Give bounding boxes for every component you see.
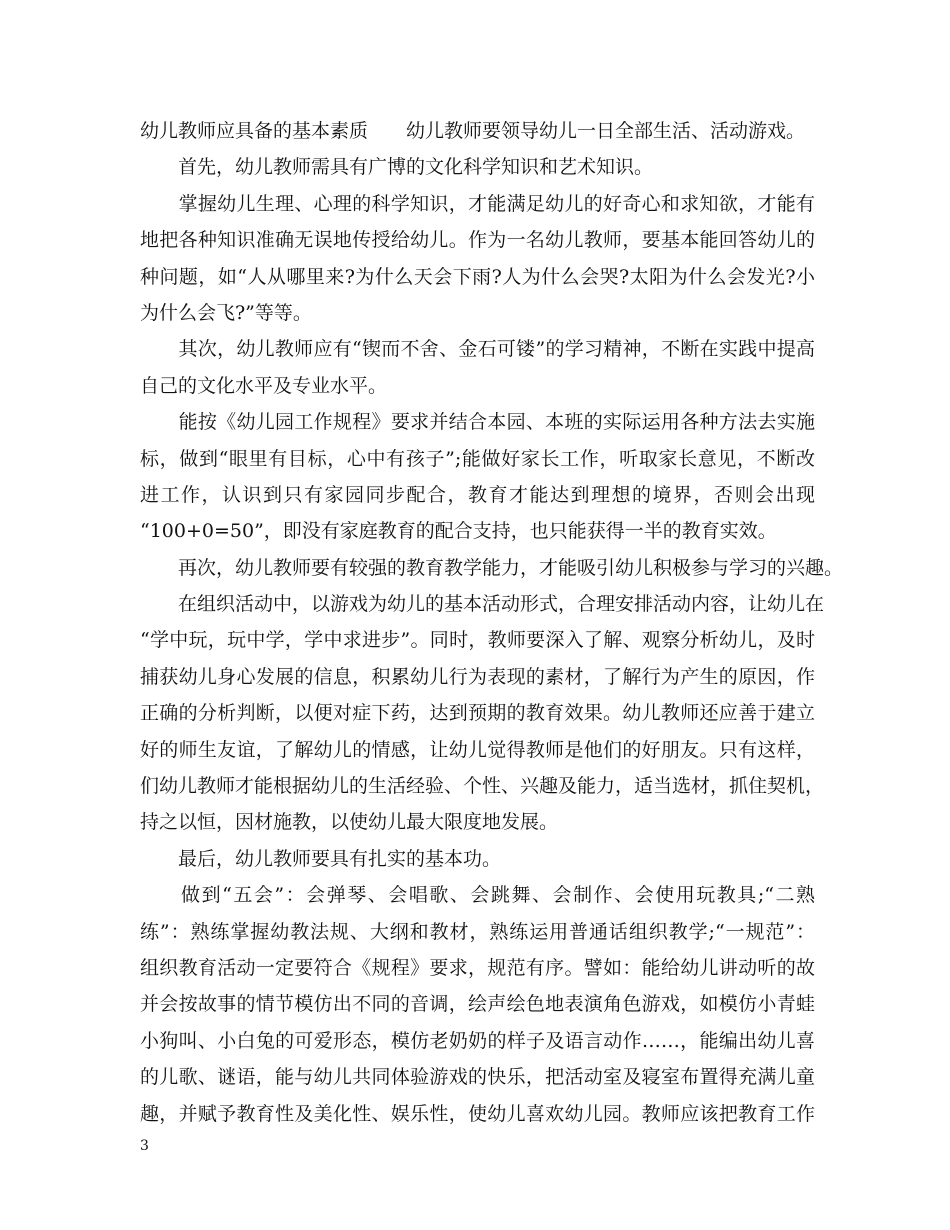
text-line: 好的师生友谊，了解幼儿的情感，让幼儿觉得教师是他们的好朋友。只有这样，: [140, 738, 815, 761]
text-line: 地把各种知识准确无误地传授给幼儿。作为一名幼儿教师，要基本能回答幼儿的: [140, 229, 815, 252]
text-line: 标，做到“眼里有目标，心中有孩子”;能做好家长工作，听取家长意见，不断改: [140, 447, 815, 470]
text-line: 组织教育活动一定要符合《规程》要求，规范有序。譬如：能给幼儿讲动听的故: [140, 956, 815, 979]
text-line: 正确的分析判断，以便对症下药，达到预期的教育效果。幼儿教师还应善于建立: [140, 702, 815, 725]
text-line: 趣，并赋予教育性及美化性、娱乐性，使幼儿喜欢幼儿园。教师应该把教育工作: [140, 1102, 815, 1125]
text-line: 在组织活动中，以游戏为幼儿的基本活动形式，合理安排活动内容，让幼儿在: [140, 593, 825, 616]
text-line: 首先，幼儿教师需具有广博的文化科学知识和艺术知识。: [140, 156, 654, 179]
text-line: 其次，幼儿教师应有“锲而不舍、金石可镂”的学习精神，不断在实践中提高: [140, 338, 815, 361]
text-line: 再次，幼儿教师要有较强的教育教学能力，才能吸引幼儿积极参与学习的兴趣。: [140, 556, 844, 579]
text-line: 并会按故事的情节模仿出不同的音调，绘声绘色地表演角色游戏，如模仿小青蛙: [140, 993, 815, 1016]
text-line: 最后，幼儿教师要具有扎实的基本功。: [140, 847, 502, 870]
text-line: 自己的文化水平及专业水平。: [140, 374, 388, 397]
text-line: 捕获幼儿身心发展的信息，积累幼儿行为表现的素材，了解行为产生的原因，作: [140, 665, 815, 688]
text-line: 进工作，认识到只有家园同步配合，教育才能达到理想的境界，否则会出现: [140, 483, 815, 506]
text-line: 为什么会飞?”等等。: [140, 301, 312, 324]
text-line: “学中玩，玩中学，学中求进步”。同时，教师要深入了解、观察分析幼儿，及时: [140, 629, 815, 652]
text-line: 的儿歌、谜语，能与幼儿共同体验游戏的快乐，把活动室及寝室布置得充满儿童: [140, 1066, 815, 1089]
text-line: 种问题，如“人从哪里来?为什么天会下雨?人为什么会哭?太阳为什么会发光?小: [140, 265, 815, 288]
text-line: 练”：熟练掌握幼教法规、大纲和教材，熟练运用普通话组织教学;“一规范”：: [140, 920, 815, 943]
text-line: 幼儿教师应具备的基本素质 幼儿教师要领导幼儿一日全部生活、活动游戏。: [140, 120, 806, 142]
text-line: 持之以恒，因材施教，以使幼儿最大限度地发展。: [140, 811, 559, 834]
text-line: 们幼儿教师才能根据幼儿的生活经验、个性、兴趣及能力，适当选材，抓住契机，: [140, 775, 825, 798]
text-line: 做到“五会”：会弹琴、会唱歌、会跳舞、会制作、会使用玩教具;“二熟: [140, 884, 815, 907]
text-line: 能按《幼儿园工作规程》要求并结合本园、本班的实际运用各种方法去实施: [178, 411, 815, 434]
page-number: 3: [140, 1138, 149, 1154]
body-text: [140, 113, 844, 1132]
text-line: “100+0=50”，即没有家庭教育的配合支持，也只能获得一半的教育实效。: [140, 520, 777, 543]
text-line: 掌握幼儿生理、心理的科学知识，才能满足幼儿的好奇心和求知欲，才能有: [178, 192, 815, 215]
text-line: 小狗叫、小白兔的可爱形态，模仿老奶奶的样子及语言动作……，能编出幼儿喜: [140, 1029, 815, 1052]
